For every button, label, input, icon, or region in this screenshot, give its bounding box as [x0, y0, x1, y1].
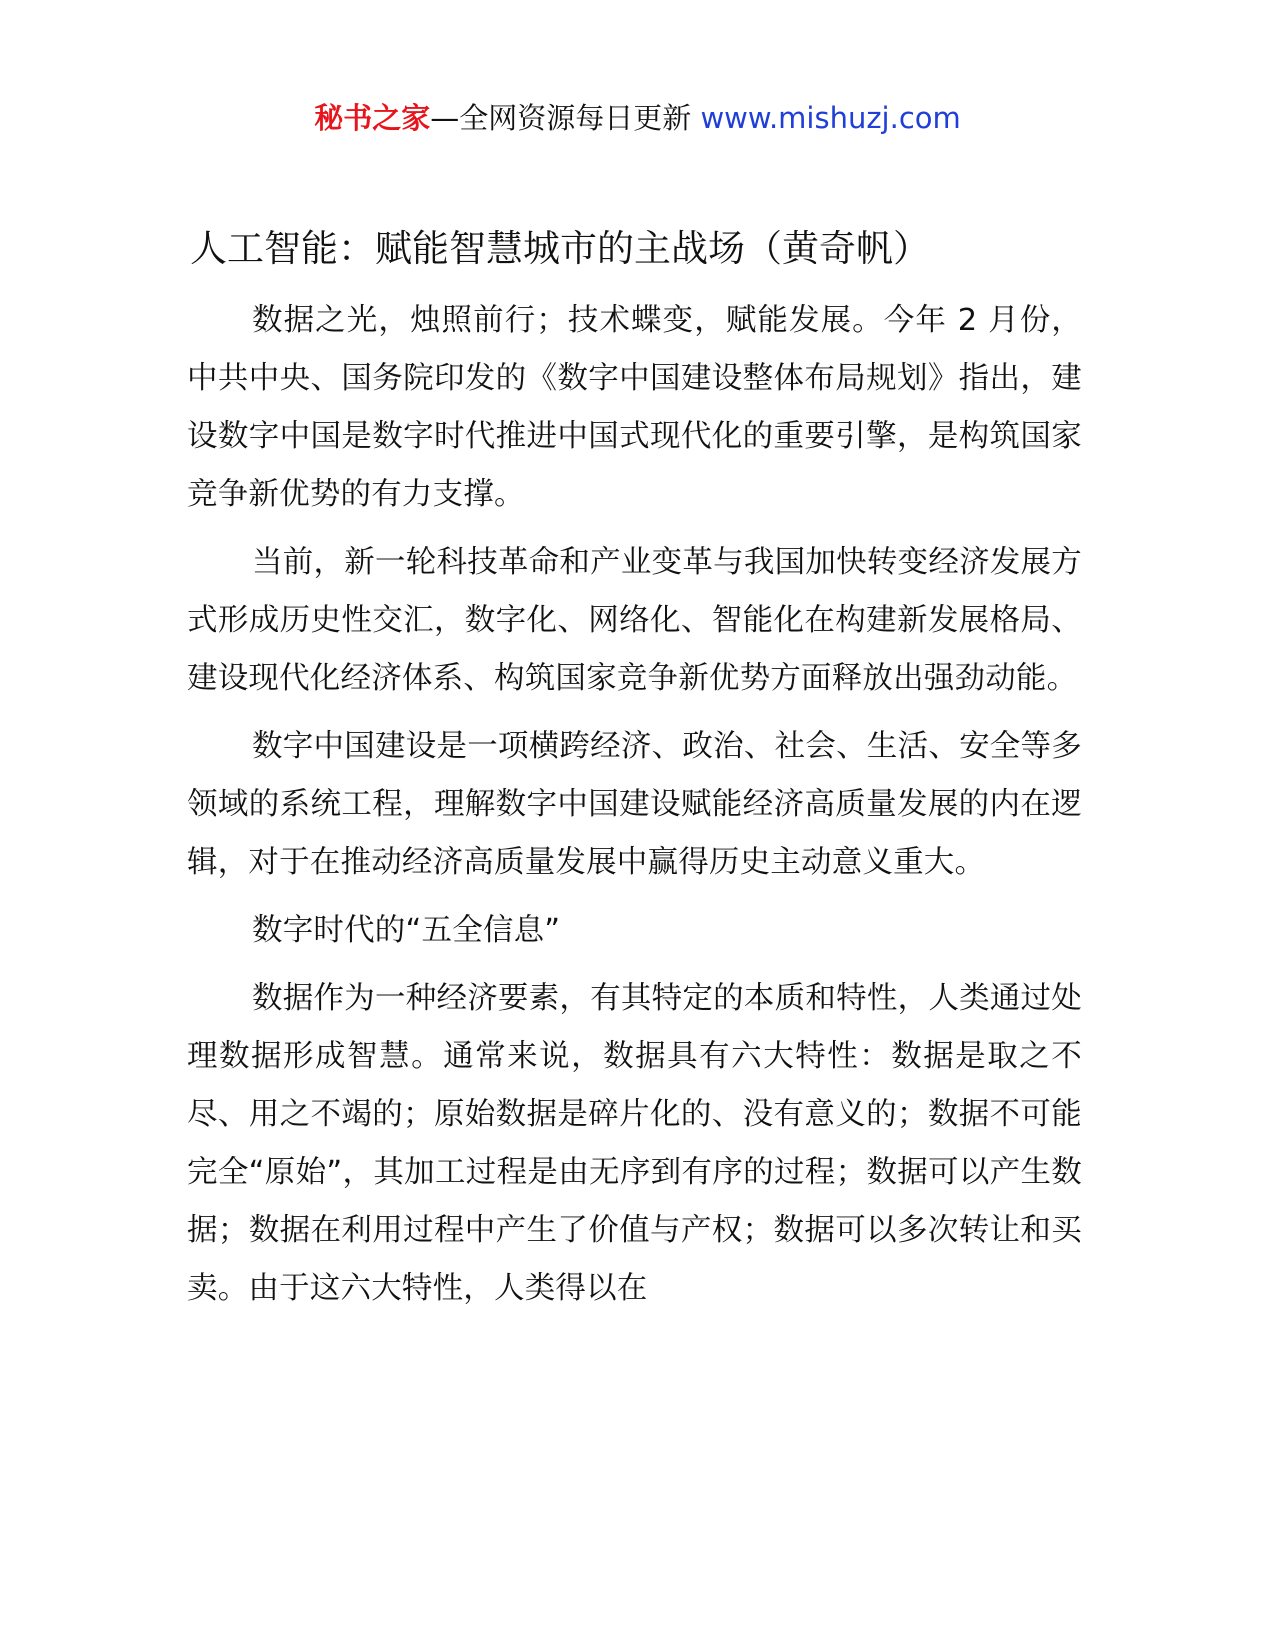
- document-body: [187, 292, 1082, 1328]
- paragraph: 数据作为一种经济要素，有其特定的本质和特性，人类通过处理数据形成智慧。通常来说，数据具有六大特性：数据是取之不尽、用之不竭的；原始数据是碎片化的、没有意义的；数据不可能完全“原始”，其加工过程是由无序到有序的过程；数据可以产生数据；数据在利用过程中产生了价值与产权；数据可以多次转让和买卖。由于这六大特性，人类得以在: [187, 981, 1082, 1306]
- document-title: 人工智能：赋能智慧城市的主战场（黄奇帆）: [190, 227, 930, 270]
- paragraph: 数字中国建设是一项横跨经济、政治、社会、生活、安全等多领域的系统工程，理解数字中国建设赋能经济高质量发展的内在逻辑，对于在推动经济高质量发展中赢得历史主动意义重大。: [187, 729, 1082, 880]
- paragraph: 当前，新一轮科技革命和产业变革与我国加快转变经济发展方式形成历史性交汇，数字化、网络化、智能化在构建新发展格局、建设现代化经济体系、构筑国家竞争新优势方面释放出强劲动能。: [187, 545, 1082, 696]
- website-link[interactable]: www.mishuzj.com: [700, 101, 961, 135]
- section-heading: 数字时代的“五全信息”: [252, 913, 561, 948]
- paragraph: 数据之光，烛照前行；技术蝶变，赋能发展。今年 2 月份，中共中央、国务院印发的《数字中国建设整体布局规划》指出，建设数字中国是数字时代推进中国式现代化的重要引擎，是构筑国家竞争新优势的有力支撑。: [187, 303, 1082, 512]
- header-tagline: —全网资源每日更新: [430, 101, 701, 135]
- page-header: [0, 98, 1275, 138]
- brand-name: 秘书之家: [314, 101, 431, 135]
